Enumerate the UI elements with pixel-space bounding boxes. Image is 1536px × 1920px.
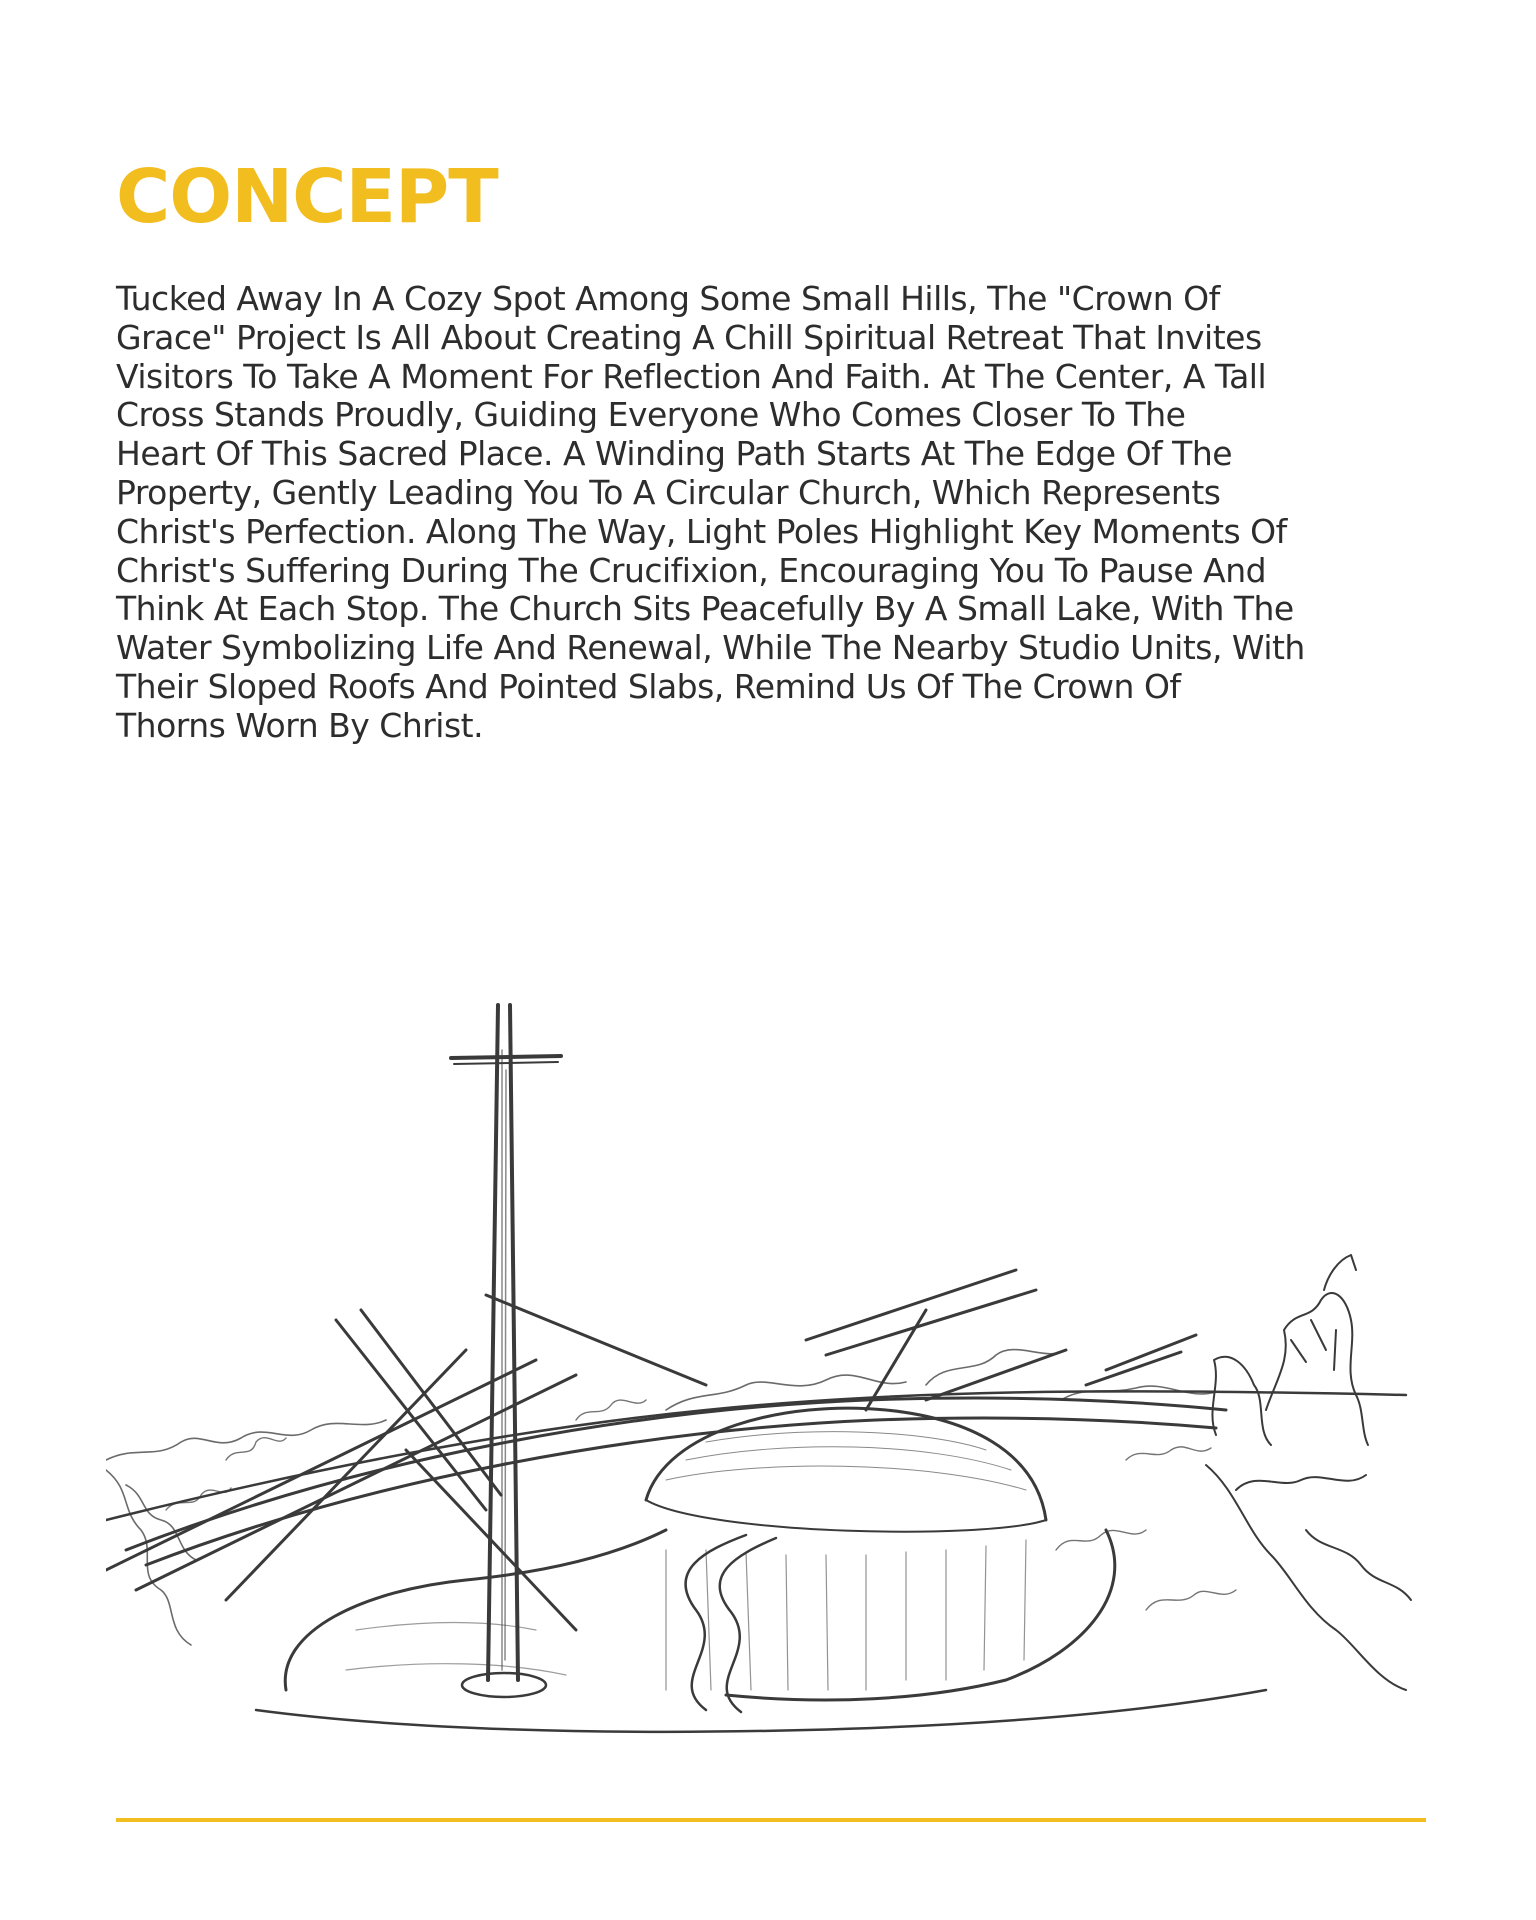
concept-line: Visitors To Take A Moment For Reflection And Faith. At The Center, A Tall: [116, 356, 1267, 396]
concept-line: Christ's Perfection. Along The Way, Light Poles Highlight Key Moments Of: [116, 511, 1287, 551]
footer-divider: [116, 1818, 1426, 1822]
concept-line: Grace" Project Is All About Creating A Chill Spiritual Retreat That Invites: [116, 317, 1262, 357]
sketch-background: [106, 990, 1436, 1740]
concept-line: Christ's Suffering During The Crucifixion, Encouraging You To Pause And: [116, 550, 1267, 590]
concept-line: Thorns Worn By Christ.: [116, 705, 484, 745]
concept-line: Tucked Away In A Cozy Spot Among Some Small Hills, The "Crown Of: [116, 279, 1220, 318]
concept-line: Their Sloped Roofs And Pointed Slabs, Remind Us Of The Crown Of: [116, 666, 1181, 706]
concept-sketch-image: [106, 990, 1436, 1740]
concept-line: Think At Each Stop. The Church Sits Peacefully By A Small Lake, With The: [116, 589, 1294, 629]
concept-line: Cross Stands Proudly, Guiding Everyone Who Comes Closer To The: [116, 395, 1186, 435]
concept-line: Property, Gently Leading You To A Circular Church, Which Represents: [116, 472, 1221, 512]
page-title: CONCEPT: [116, 154, 498, 240]
concept-paragraph: [116, 280, 1416, 746]
concept-line: Water Symbolizing Life And Renewal, While The Nearby Studio Units, With: [116, 628, 1305, 668]
concept-line: Heart Of This Sacred Place. A Winding Path Starts At The Edge Of The: [116, 434, 1233, 474]
